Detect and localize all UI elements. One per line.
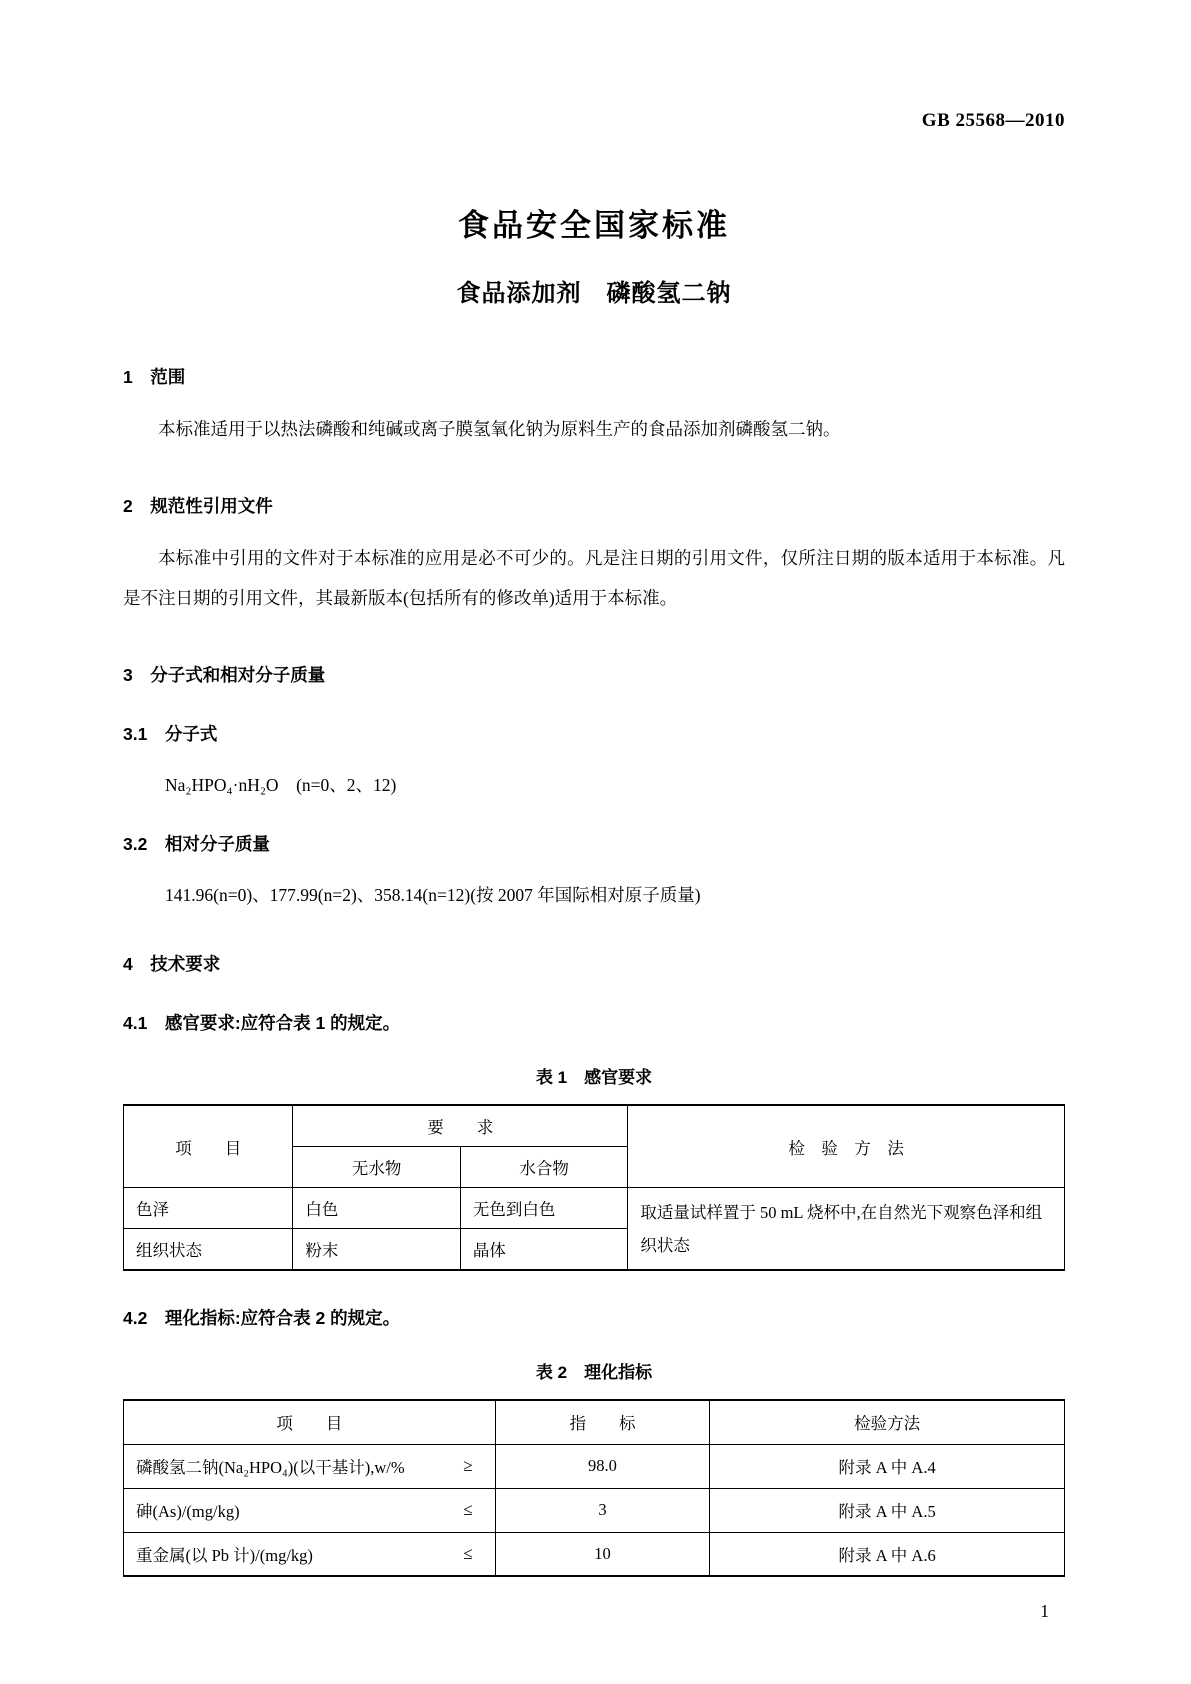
table1-cell-item: 色泽 [124,1188,293,1229]
table1-cell-hydrate: 晶体 [460,1229,627,1271]
section-4-1-heading: 4.1 感官要求:应符合表 1 的规定。 [123,1013,401,1033]
table2-header-index: 指 标 [495,1400,710,1444]
section-3-2-heading: 3.2 相对分子质量 [123,834,270,854]
section-2-body: 本标准中引用的文件对于本标准的应用是必不可少的。凡是注日期的引用文件，仅所注日期的版本适用于本标准。凡是不注日期的引用文件，其最新版本(包括所有的修改单)适用于本标准。 [123,548,1065,608]
table1-header-hydrate: 水合物 [460,1147,627,1188]
comparison-operator: ≤ [463,1500,473,1519]
standard-number: GB 25568—2010 [921,110,1065,131]
table-row [124,1488,1065,1532]
section-4-heading: 4 技术要求 [123,954,221,974]
section-2-heading: 2 规范性引用文件 [123,496,273,516]
table1-header-requirement: 要 求 [293,1105,628,1147]
table2-header-method: 检验方法 [710,1400,1065,1444]
table-2-caption: 表 2 理化指标 [535,1363,653,1382]
table1-cell-anhydrous: 白色 [293,1188,460,1229]
table2-cell-method: 附录 A 中 A.6 [710,1532,1065,1576]
table2-cell-item [124,1444,496,1488]
table2-cell-method: 附录 A 中 A.5 [710,1488,1065,1532]
comparison-operator: ≤ [463,1543,473,1563]
table2-cell-value: 98.0 [495,1444,710,1488]
item-label: 重金属(以 Pb 计)/(mg/kg) [136,1545,313,1565]
table1-header-anhydrous: 无水物 [293,1147,460,1188]
section-4-2-heading: 4.2 理化指标:应符合表 2 的规定。 [123,1308,401,1328]
table-row [124,1188,1065,1229]
item-with-operator [136,1542,483,1566]
table1-cell-anhydrous: 粉末 [293,1229,460,1271]
table1-header-item: 项 目 [124,1105,293,1188]
table1-header-method: 检 验 方 法 [628,1105,1065,1188]
table2-header-item: 项 目 [124,1400,496,1444]
table1-cell-item: 组织状态 [124,1229,293,1271]
table1-cell-method: 取适量试样置于 50 mL 烧杯中,在自然光下观察色泽和组织状态 [628,1188,1065,1271]
table2-cell-method: 附录 A 中 A.4 [710,1444,1065,1488]
document-subtitle: 食品添加剂 磷酸氢二钠 [456,280,732,307]
document-title: 食品安全国家标准 [458,208,730,243]
table2-cell-item [124,1532,496,1576]
table1-cell-hydrate: 无色到白色 [460,1188,627,1229]
section-3-heading: 3 分子式和相对分子质量 [123,665,326,685]
table2-cell-value: 10 [495,1532,710,1576]
table-row [124,1444,1065,1488]
item-label: 砷(As)/(mg/kg) [136,1502,240,1521]
section-1-body: 本标准适用于以热法磷酸和纯碱或离子膜氢氧化钠为原料生产的食品添加剂磷酸氢二钠。 [158,419,841,439]
table2-cell-item [124,1488,496,1532]
table2-cell-value: 3 [495,1488,710,1532]
comparison-operator: ≥ [463,1456,473,1475]
table-row [124,1400,1065,1444]
table-physicochemical-indexes [123,1399,1065,1577]
molecular-mass-values: 141.96(n=0)、177.99(n=2)、358.14(n=12)(按 2007 年国际相对原子质量) [165,885,701,905]
section-3-1-heading: 3.1 分子式 [123,724,218,744]
item-with-operator [136,1454,483,1478]
table-1-caption: 表 1 感官要求 [535,1068,653,1087]
page-number: 1 [1040,1601,1049,1621]
section-1-heading: 1 范围 [123,367,186,387]
table-sensory-requirements [123,1104,1065,1271]
item-label: 磷酸氢二钠(Na₂HPO₄)(以干基计),w/% [136,1458,405,1477]
item-with-operator [136,1498,483,1522]
molecular-formula: Na₂HPO₄·nH₂O (n=0、2、12) [165,775,397,795]
table-row [124,1105,1065,1147]
table-row [124,1532,1065,1576]
